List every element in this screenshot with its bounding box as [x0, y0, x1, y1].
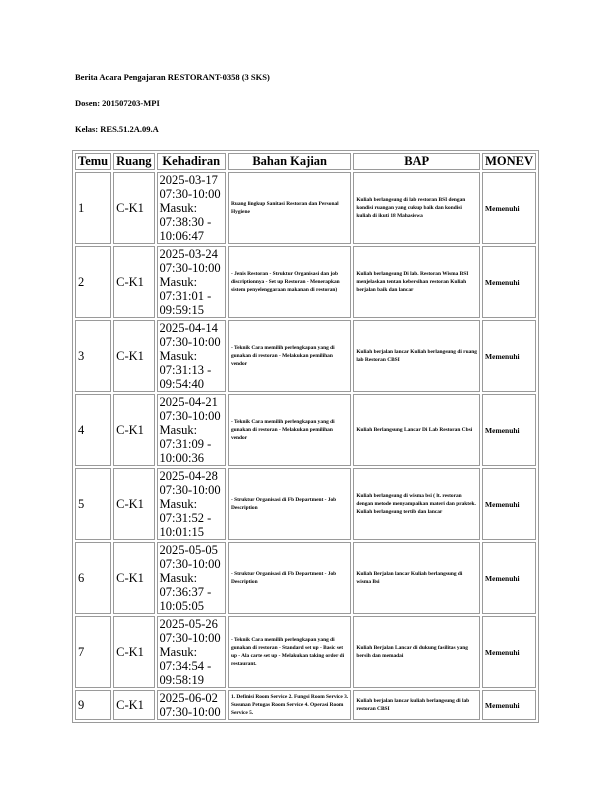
masuk-label: Masuk: [159, 645, 198, 659]
table-row [75, 616, 536, 688]
cell-bahan-kajian: Ruang lingkup Sanitasi Restoran dan Personal Hygiene [228, 172, 351, 244]
session-date: 2025-04-14 [159, 321, 218, 335]
cell-kehadiran [157, 468, 226, 540]
cell-bahan-kajian: - Struktur Organisasi di Fb Department - Job Description [228, 542, 351, 614]
cell-bahan-kajian: - Teknik Cara memilih perlengkapan yang di gunakan di restoran - Melakukan pemilihan vendor [228, 394, 351, 466]
cell-ruang: C-K1 [113, 320, 154, 392]
session-date: 2025-05-05 [159, 543, 218, 557]
check-in-time: 07:38:30 - [159, 215, 212, 229]
course-title: Berita Acara Pengajaran RESTORANT-0358 (3 SKS) [75, 72, 270, 82]
cell-kehadiran [157, 542, 226, 614]
cell-monev: Memenuhi [482, 468, 536, 540]
session-time: 07:30-10:00 [159, 335, 221, 349]
cell-kehadiran [157, 172, 226, 244]
cell-bap: Kuliah berlangsung di lab restoran BSI dengan kondisi ruangan yang cukup baik dan kondisi kuliah di ikuti 18 Mahasiswa [353, 172, 480, 244]
cell-bap: Kuliah Berlangsung Lancar Di Lab Restoran Cbsi [353, 394, 480, 466]
cell-ruang: C-K1 [113, 468, 154, 540]
cell-monev: Memenuhi [482, 320, 536, 392]
col-header-ruang: Ruang [113, 153, 154, 170]
session-date: 2025-04-28 [159, 469, 218, 483]
session-date: 2025-05-26 [159, 617, 218, 631]
cell-kehadiran [157, 616, 226, 688]
session-time: 07:30-10:00 [159, 187, 221, 201]
masuk-label: Masuk: [159, 423, 198, 437]
cell-kehadiran [157, 690, 226, 720]
cell-temu: 6 [75, 542, 111, 614]
session-date: 2025-06-02 [159, 691, 218, 705]
cell-ruang: C-K1 [113, 616, 154, 688]
masuk-label: Masuk: [159, 349, 198, 363]
cell-monev: Memenuhi [482, 394, 536, 466]
session-time: 07:30-10:00 [159, 261, 221, 275]
check-out-time: 10:00:36 [159, 451, 204, 465]
cell-ruang: C-K1 [113, 246, 154, 318]
col-header-bahan-kajian: Bahan Kajian [228, 153, 351, 170]
cell-bahan-kajian: - Teknik Cara memilih perlengkapan yang di gunakan di restoran - Melakukan pemilihan vendor [228, 320, 351, 392]
session-time: 07:30-10:00 [159, 557, 221, 571]
cell-kehadiran [157, 320, 226, 392]
cell-bap: Kuliah berjalan lancar kuliah berlangsung di lab restoran CBSI [353, 690, 480, 720]
cell-monev: Memenuhi [482, 172, 536, 244]
check-in-time: 07:31:52 - [159, 511, 212, 525]
table-row [75, 542, 536, 614]
check-out-time: 09:54:40 [159, 377, 204, 391]
cell-bap: Kuliah berlangsung Di lab. Restoran Wisma BSI menjelaskan tentan kebersihan restoran Kuliah berjalan baik dan lancar [353, 246, 480, 318]
cell-ruang: C-K1 [113, 172, 154, 244]
cell-monev: Memenuhi [482, 616, 536, 688]
cell-monev: Memenuhi [482, 246, 536, 318]
cell-monev: Memenuhi [482, 690, 536, 720]
check-in-time: 07:34:54 - [159, 659, 212, 673]
check-in-time: 07:31:13 - [159, 363, 212, 377]
cell-temu: 5 [75, 468, 111, 540]
session-date: 2025-04-21 [159, 395, 218, 409]
cell-bahan-kajian: 1. Definisi Room Service 2. Fungsi Room Service 3. Susunan Petugas Room Service 4. Operasi Room Service 5. [228, 690, 351, 720]
cell-kehadiran [157, 394, 226, 466]
cell-bap: Kuliah Berjalan Lancar di dukung fasilitas yang bersih dan memadai [353, 616, 480, 688]
col-header-monev: MONEV [482, 153, 536, 170]
check-out-time: 09:58:19 [159, 673, 204, 687]
class-label: Kelas: RES.51.2A.09.A [75, 124, 159, 134]
cell-bahan-kajian: - Jenis Restoran - Struktur Organisasi dan job discriptionnya - Set up Restoran - Menerapkan sistem penyelenggaraan makanan di restoran) [228, 246, 351, 318]
check-out-time: 10:01:15 [159, 525, 204, 539]
table-row [75, 172, 536, 244]
check-in-time: 07:36:37 - [159, 585, 212, 599]
cell-ruang: C-K1 [113, 542, 154, 614]
cell-ruang: C-K1 [113, 394, 154, 466]
cell-temu: 7 [75, 616, 111, 688]
table-row [75, 468, 536, 540]
cell-temu: 1 [75, 172, 111, 244]
cell-ruang: C-K1 [113, 690, 154, 720]
col-header-kehadiran: Kehadiran [157, 153, 226, 170]
check-out-time: 10:06:47 [159, 229, 204, 243]
cell-temu: 4 [75, 394, 111, 466]
cell-kehadiran [157, 246, 226, 318]
session-time: 07:30-10:00 [159, 483, 221, 497]
table-row [75, 394, 536, 466]
table-row [75, 690, 536, 720]
cell-bap: Kuliah berjalan lancar Kuliah berlangsung di ruang lab Restoran CBSI [353, 320, 480, 392]
masuk-label: Masuk: [159, 275, 198, 289]
cell-monev: Memenuhi [482, 542, 536, 614]
session-time: 07:30-10:00 [159, 409, 221, 423]
session-time: 07:30-10:00 [159, 631, 221, 645]
col-header-bap: BAP [353, 153, 480, 170]
session-time: 07:30-10:00 [159, 705, 221, 719]
cell-bap: Kuliah berlangsung di wisma bsi ( lt. restoran dengan metode menyampaikan materi dan praktek. Kuliah berlangsung tertib dan lancar [353, 468, 480, 540]
col-header-temu: Temu [75, 153, 111, 170]
masuk-label: Masuk: [159, 497, 198, 511]
attendance-table [72, 150, 539, 723]
table-row [75, 320, 536, 392]
masuk-label: Masuk: [159, 571, 198, 585]
table-row [75, 246, 536, 318]
table-header-row [75, 153, 536, 170]
check-out-time: 09:59:15 [159, 303, 204, 317]
session-date: 2025-03-24 [159, 247, 218, 261]
cell-bahan-kajian: - Teknik Cara memilih perlengkapan yang di gunakan di restoran - Standard set up - Basic set up - Ala carte set up - Melakukan taking order di restaurant. [228, 616, 351, 688]
check-in-time: 07:31:01 - [159, 289, 212, 303]
check-out-time: 10:05:05 [159, 599, 204, 613]
cell-temu: 9 [75, 690, 111, 720]
cell-temu: 3 [75, 320, 111, 392]
cell-bahan-kajian: - Struktur Organisasi di Fb Department - Job Description [228, 468, 351, 540]
cell-bap: Kuliah Berjalan lancar Kuliah berlangsung di wisma Bsi [353, 542, 480, 614]
masuk-label: Masuk: [159, 201, 198, 215]
check-in-time: 07:31:09 - [159, 437, 212, 451]
session-date: 2025-03-17 [159, 173, 218, 187]
lecturer-label: Dosen: 201507203-MPI [75, 98, 160, 108]
cell-temu: 2 [75, 246, 111, 318]
